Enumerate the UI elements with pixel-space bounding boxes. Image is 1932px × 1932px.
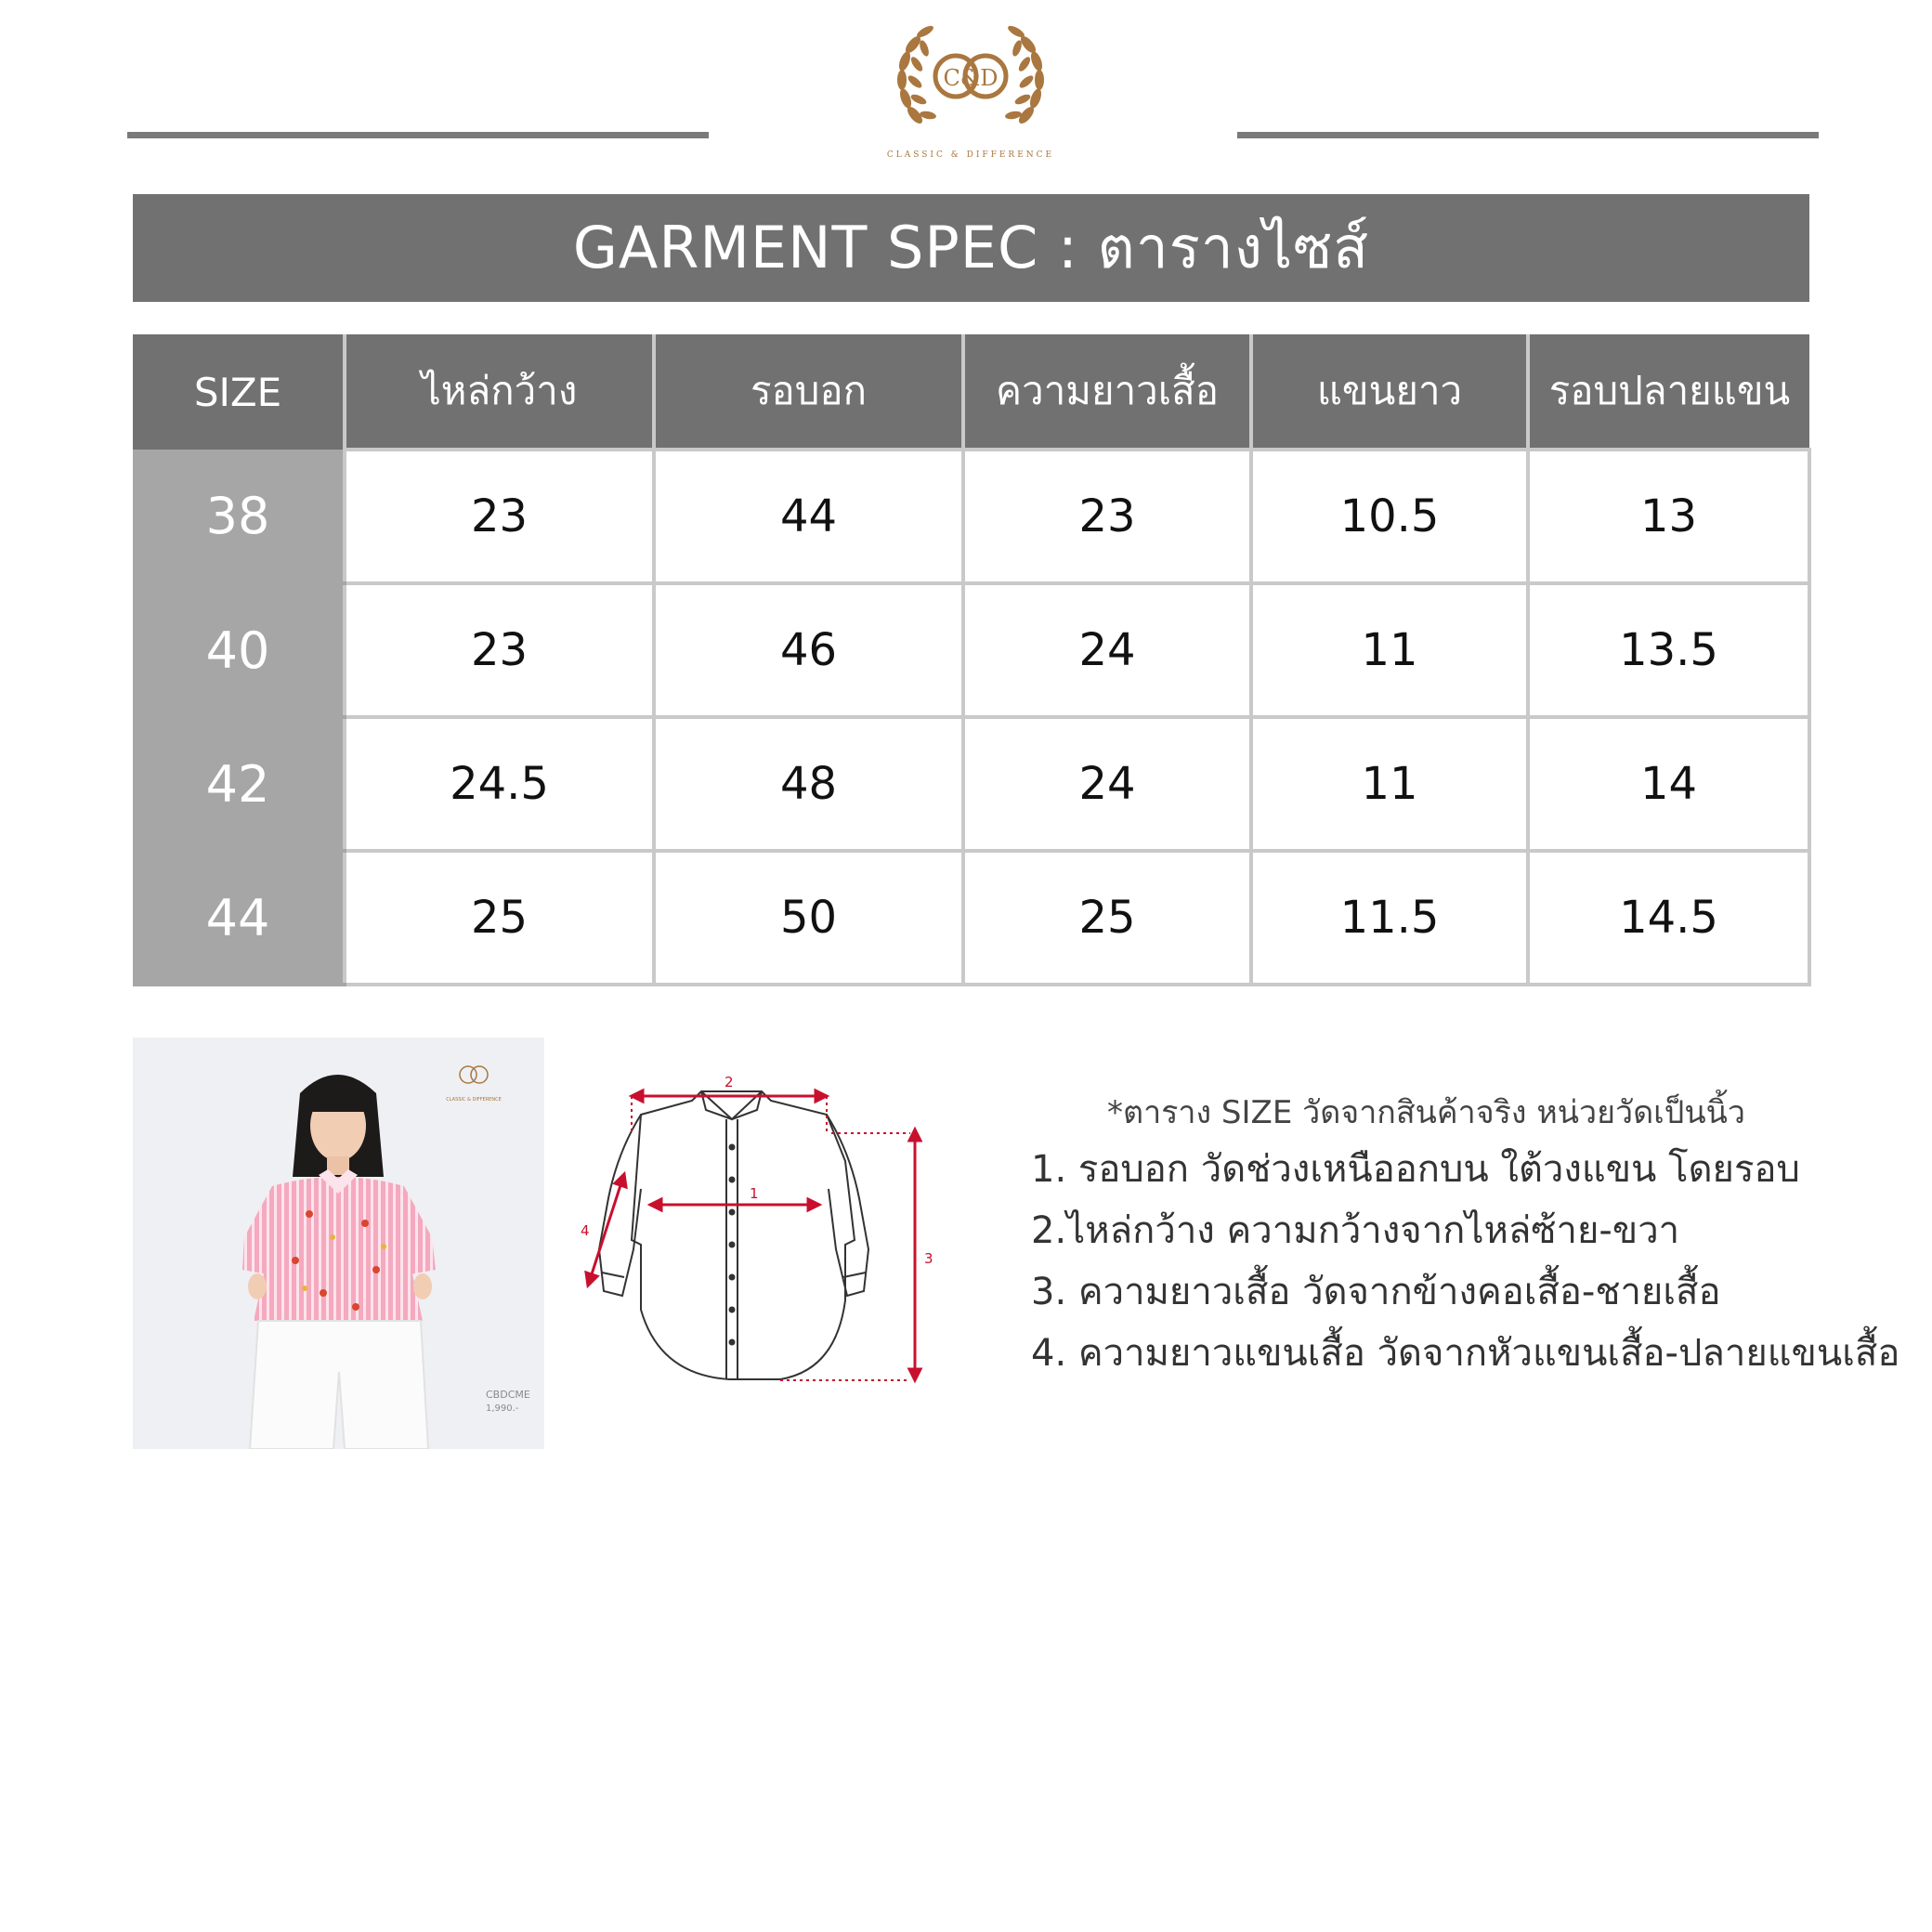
table-cell: 24 — [963, 717, 1251, 851]
header-rule-right — [1237, 132, 1819, 138]
table-cell: 23 — [345, 583, 654, 717]
brand-logo — [887, 11, 1054, 160]
table-cell: 11 — [1251, 717, 1528, 851]
table-cell: 11 — [1251, 583, 1528, 717]
header-chest: รอบอก — [654, 334, 963, 450]
table-header-row — [133, 334, 1809, 450]
table-cell: 11.5 — [1251, 851, 1528, 985]
diagram-label-4: 4 — [581, 1222, 590, 1239]
header-shoulder: ไหล่กว้าง — [345, 334, 654, 450]
product-price: 1,990.- — [486, 1403, 519, 1414]
table-cell: 24 — [963, 583, 1251, 717]
notes-header: *ตาราง SIZE วัดจากสินค้าจริง หน่วยวัดเป็นนิ้ว — [1107, 1094, 1745, 1131]
table-cell: 13 — [1528, 450, 1809, 583]
table-row — [133, 583, 1809, 717]
table-cell: 50 — [654, 851, 963, 985]
measurement-notes — [1031, 1087, 1899, 1384]
logo-monogram: C&D — [943, 65, 999, 91]
page-title-text: GARMENT SPEC : ตารางไซส์ — [572, 214, 1370, 281]
table-cell: 44 — [654, 450, 963, 583]
table-cell: 23 — [963, 450, 1251, 583]
table-cell: 25 — [345, 851, 654, 985]
note-item-1: 1. รอบอก วัดช่วงเหนืออกบน ใต้วงแขน โดยรอบ — [1031, 1148, 1800, 1191]
table-cell: 14.5 — [1528, 851, 1809, 985]
laurel-left-icon — [897, 24, 937, 126]
laurel-right-icon — [1004, 24, 1044, 126]
table-cell: 23 — [345, 450, 654, 583]
diagram-label-3: 3 — [924, 1250, 933, 1267]
table-cell: 14 — [1528, 717, 1809, 851]
table-row — [133, 851, 1809, 985]
diagram-label-1: 1 — [750, 1185, 759, 1202]
note-item-4: 4. ความยาวแขนเสื้อ วัดจากหัวแขนเสื้อ-ปลายแขนเสื้อ — [1031, 1332, 1900, 1375]
header-size: SIZE — [133, 334, 345, 450]
photo-logo-tagline: CLASSIC & DIFFERENCE — [446, 1097, 502, 1103]
logo-tagline: CLASSIC & DIFFERENCE — [887, 150, 1054, 160]
size-cell: 42 — [133, 717, 345, 851]
product-code: CBDCME — [486, 1389, 530, 1401]
size-cell: 44 — [133, 851, 345, 985]
size-cell: 40 — [133, 583, 345, 717]
table-cell: 48 — [654, 717, 963, 851]
header-body-length: ความยาวเสื้อ — [963, 334, 1251, 450]
table-row — [133, 450, 1809, 583]
note-item-2: 2.ไหล่กว้าง ความกว้างจากไหล่ซ้าย-ขวา — [1031, 1209, 1680, 1252]
table-row — [133, 717, 1809, 851]
table-cell: 46 — [654, 583, 963, 717]
shirt-measurement-diagram — [567, 1068, 947, 1393]
table-cell: 10.5 — [1251, 450, 1528, 583]
header-rule-left — [127, 132, 709, 138]
note-item-3: 3. ความยาวเสื้อ วัดจากข้างคอเสื้อ-ชายเสื้อ — [1031, 1271, 1721, 1313]
diagram-label-2: 2 — [724, 1074, 734, 1090]
page-title — [133, 194, 1809, 302]
model-photo — [133, 1038, 544, 1449]
header-cuff: รอบปลายแขน — [1528, 334, 1809, 450]
size-table — [133, 334, 1811, 986]
header-sleeve-length: แขนยาว — [1251, 334, 1528, 450]
table-cell: 25 — [963, 851, 1251, 985]
table-cell: 13.5 — [1528, 583, 1809, 717]
size-cell: 38 — [133, 450, 345, 583]
table-cell: 24.5 — [345, 717, 654, 851]
